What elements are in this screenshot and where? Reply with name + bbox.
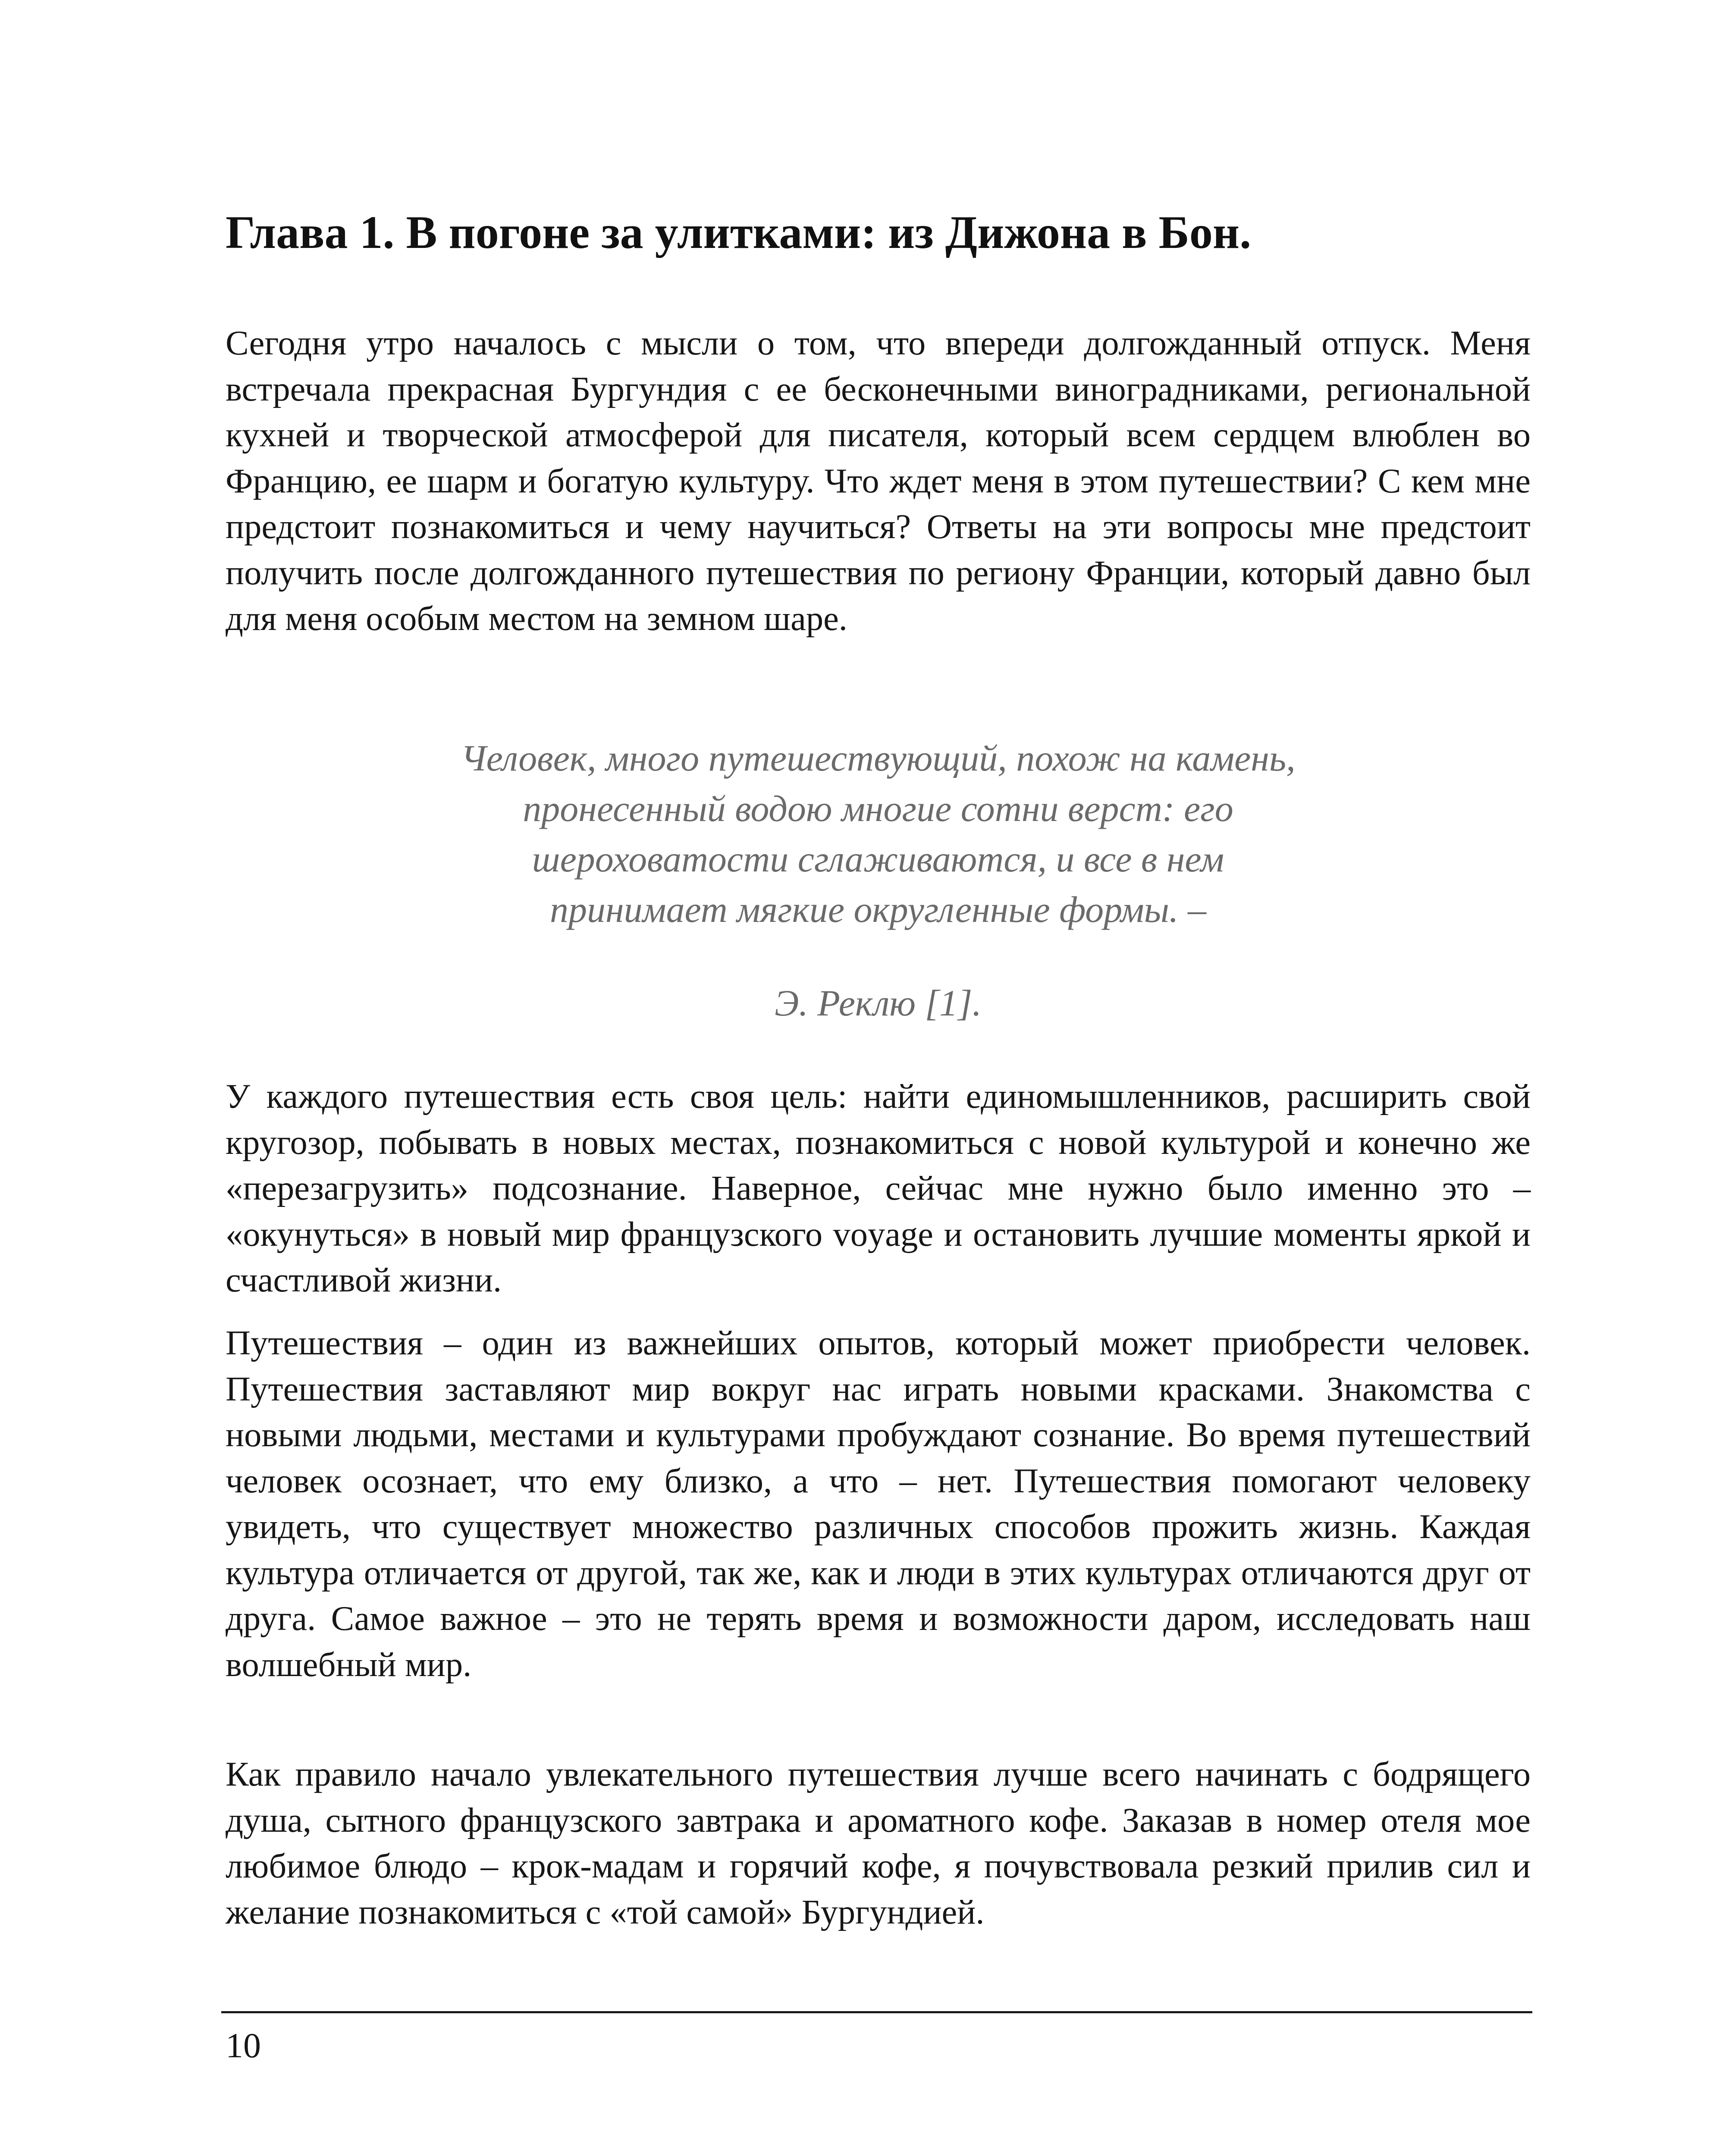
epigraph-line: Человек, много путешествующий, похож на камень, [461, 737, 1296, 779]
paragraph-experience: Путешествия – один из важнейших опытов, который может приобрести человек. Путешествия заставляют мир вокруг нас играть новыми красками. Знакомства с новыми людьми, местами и культурами пробуждают сознание. Во время путешествий человек осознает, что ему близко, а что – нет. Путешествия помогают человеку увидеть, что существует множество различных способов прожить жизнь. Каждая культура отличается от другой, так же, как и люди в этих культурах отличаются друг от друга. Самое важное – это не терять время и возможности даром, исследовать наш волшебный мир. [226, 1324, 1531, 1684]
page-number: 10 [226, 2026, 261, 2065]
chapter-heading: Глава 1. В погоне за улитками: из Дижона в Бон. [226, 207, 1252, 258]
epigraph-quote [226, 733, 1531, 935]
epigraph-line: пронесенный водою многие сотни верст: его [523, 788, 1233, 829]
epigraph-attribution: Э. Реклю [1]. [775, 982, 982, 1024]
footer-divider [221, 2011, 1532, 2013]
paragraph-intro: Сегодня утро началось с мысли о том, что впереди долгожданный отпуск. Меня встречала прекрасная Бургундия с ее бесконечными виноградниками, региональной кухней и творческой атмосферой для писателя, который всем сердцем влюблен во Францию, ее шарм и богатую культуру. Что ждет меня в этом путешествии? С кем мне предстоит познакомиться и чему научиться? Ответы на эти вопросы мне предстоит получить после долгожданного путешествия по региону Франции, который давно был для меня особым местом на земном шаре. [226, 324, 1531, 638]
epigraph-line: шероховатости сглаживаются, и все в нем [532, 838, 1224, 880]
paragraph-purpose: У каждого путешествия есть своя цель: найти единомышленников, расширить свой кругозор, побывать в новых местах, познакомиться с новой культурой и конечно же «перезагрузить» подсознание. Наверное, сейчас мне нужно было именно это – «окунуться» в новый мир французского voyage и остановить лучшие моменты яркой и счастливой жизни. [226, 1077, 1531, 1299]
epigraph-line: принимает мягкие округленные формы. – [549, 889, 1206, 930]
paragraph-breakfast: Как правило начало увлекательного путешествия лучше всего начинать с бодрящего душа, сытного французского завтрака и ароматного кофе. Заказав в номер отеля мое любимое блюдо – крок-мадам и горячий кофе, я почувствовала резкий прилив сил и желание познакомиться с «той самой» Бургундией. [226, 1755, 1531, 1931]
